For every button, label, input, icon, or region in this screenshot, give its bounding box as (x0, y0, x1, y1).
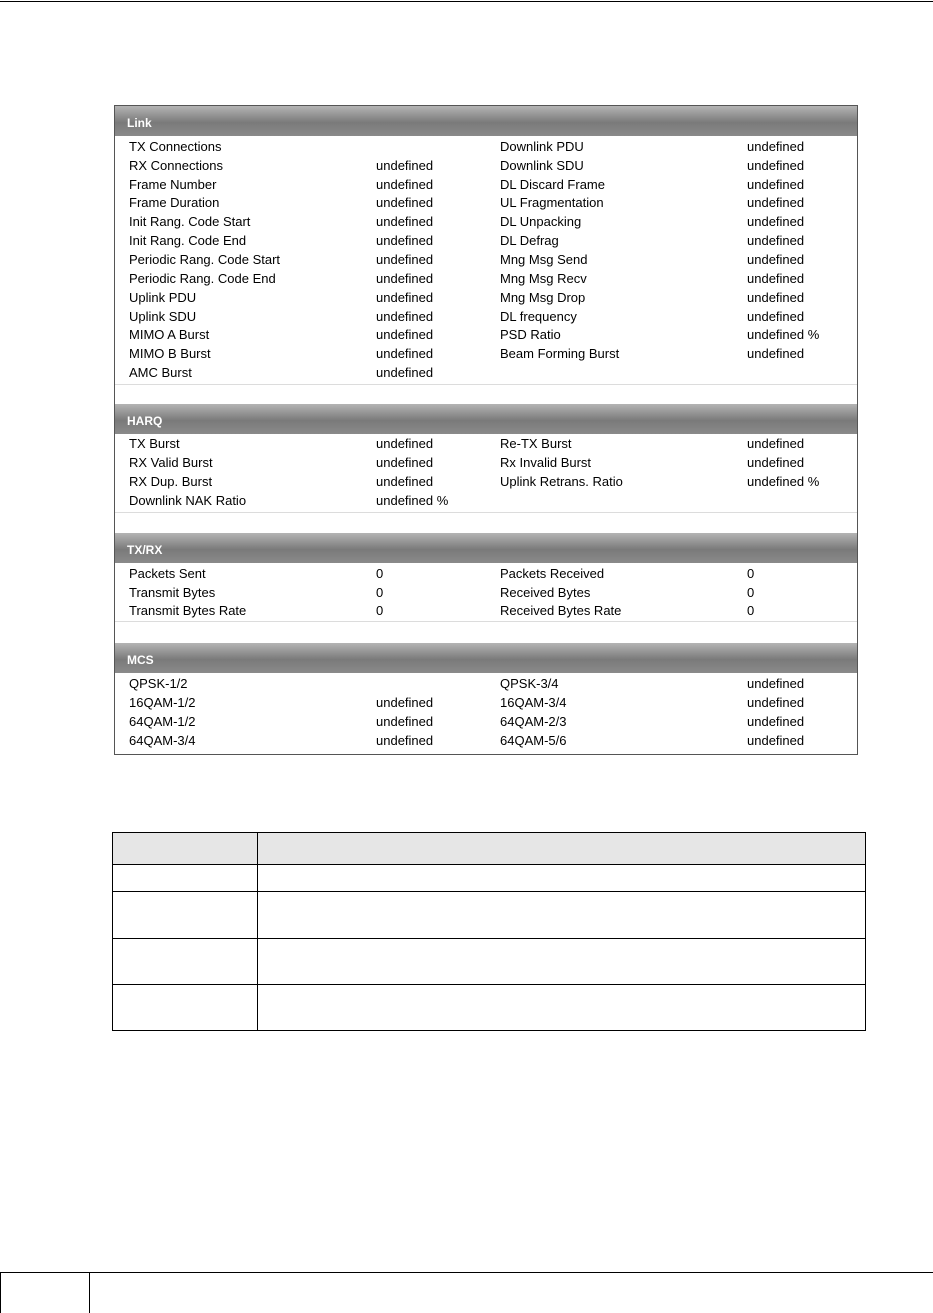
txrx-row-3 (115, 602, 857, 621)
mcs-row-1 (115, 675, 857, 694)
mcs-label: QPSK-1/2 (129, 676, 188, 691)
link-row-4 (115, 194, 857, 213)
txrx-value: 0 (747, 585, 755, 600)
txrx-value: 0 (376, 585, 384, 600)
harq-separator (115, 512, 857, 513)
link-row-11 (115, 326, 857, 345)
mcs-label: 64QAM-2/3 (500, 714, 567, 729)
link-row-1 (115, 138, 857, 157)
txrx-value: 0 (747, 603, 755, 618)
mcs-label: 64QAM-3/4 (129, 733, 196, 748)
link-value: undefined (747, 309, 805, 324)
mcs-label: QPSK-3/4 (500, 676, 559, 691)
link-label: RX Connections (129, 158, 223, 173)
harq-value: undefined (747, 455, 805, 470)
mcs-row-3 (115, 713, 857, 732)
harq-section-title: HARQ (127, 414, 163, 428)
link-separator (115, 384, 857, 385)
txrx-label: Received Bytes Rate (500, 603, 622, 618)
link-row-12 (115, 345, 857, 364)
harq-row-1 (115, 435, 857, 454)
link-value: undefined % (747, 327, 820, 342)
txrx-row-1 (115, 565, 857, 584)
link-label: Frame Number (129, 177, 217, 192)
txrx-label: Received Bytes (500, 585, 591, 600)
link-value: undefined (376, 309, 434, 324)
txrx-label: Packets Received (500, 566, 605, 581)
txrx-value: 0 (376, 566, 384, 581)
mcs-label: 16QAM-1/2 (129, 695, 196, 710)
link-label: Mng Msg Recv (500, 271, 587, 286)
link-row-9 (115, 289, 857, 308)
link-row-8 (115, 270, 857, 289)
harq-label: RX Valid Burst (129, 455, 213, 470)
link-row-6 (115, 232, 857, 251)
harq-value: undefined (376, 436, 434, 451)
link-label: Init Rang. Code Start (129, 214, 251, 229)
link-section-title: Link (127, 116, 152, 130)
harq-label: Downlink NAK Ratio (129, 493, 247, 508)
description-table-column-divider (257, 833, 258, 1030)
link-value: undefined (376, 195, 434, 210)
link-label: Downlink PDU (500, 139, 584, 154)
mcs-label: 16QAM-3/4 (500, 695, 567, 710)
link-row-13 (115, 364, 857, 383)
link-value: undefined (376, 327, 434, 342)
txrx-label: Transmit Bytes Rate (129, 603, 247, 618)
link-label: DL frequency (500, 309, 577, 324)
harq-value: undefined (376, 474, 434, 489)
link-row-2 (115, 157, 857, 176)
link-value: undefined (376, 271, 434, 286)
txrx-value: 0 (747, 566, 755, 581)
link-label: TX Connections (129, 139, 222, 154)
link-section-header (115, 106, 857, 136)
mcs-value: undefined (376, 733, 434, 748)
status-screenshot (114, 105, 858, 755)
link-value: undefined (747, 252, 805, 267)
link-value: undefined (747, 177, 805, 192)
mcs-value: undefined (376, 714, 434, 729)
harq-label: TX Burst (129, 436, 180, 451)
harq-value: undefined % (747, 474, 820, 489)
link-label: Mng Msg Send (500, 252, 588, 267)
description-table-header-row (113, 833, 865, 865)
txrx-label: Transmit Bytes (129, 585, 216, 600)
harq-row-3 (115, 473, 857, 492)
link-value: undefined (747, 233, 805, 248)
mcs-row-2 (115, 694, 857, 713)
link-label: Periodic Rang. Code Start (129, 252, 281, 267)
description-table-row (113, 985, 865, 1030)
link-value: undefined (747, 195, 805, 210)
link-label: Uplink SDU (129, 309, 197, 324)
page-number-box (0, 1272, 90, 1313)
harq-label: Rx Invalid Burst (500, 455, 592, 470)
link-value: undefined (376, 252, 434, 267)
link-value: undefined (376, 290, 434, 305)
link-label: Init Rang. Code End (129, 233, 247, 248)
mcs-value: undefined (376, 695, 434, 710)
mcs-value: undefined (747, 733, 805, 748)
mcs-section-title: MCS (127, 653, 154, 667)
link-label: MIMO A Burst (129, 327, 210, 342)
link-row-5 (115, 213, 857, 232)
link-label: PSD Ratio (500, 327, 561, 342)
link-value: undefined (376, 177, 434, 192)
harq-value: undefined (376, 455, 434, 470)
link-value: undefined (376, 233, 434, 248)
description-table-row (113, 892, 865, 939)
link-label: DL Defrag (500, 233, 559, 248)
mcs-value: undefined (747, 714, 805, 729)
description-table-row (113, 865, 865, 892)
mcs-row-4 (115, 732, 857, 751)
link-row-10 (115, 308, 857, 327)
link-label: DL Unpacking (500, 214, 582, 229)
link-row-3 (115, 176, 857, 195)
txrx-value: 0 (376, 603, 384, 618)
description-table-row (113, 939, 865, 985)
link-label: UL Fragmentation (500, 195, 604, 210)
link-label: DL Discard Frame (500, 177, 605, 192)
harq-row-4 (115, 492, 857, 511)
link-label: Mng Msg Drop (500, 290, 586, 305)
link-value: undefined (747, 271, 805, 286)
link-value: undefined (376, 365, 434, 380)
txrx-row-2 (115, 584, 857, 603)
link-label: AMC Burst (129, 365, 192, 380)
footer-rule (90, 1272, 933, 1273)
link-value: undefined (376, 158, 434, 173)
mcs-label: 64QAM-5/6 (500, 733, 567, 748)
harq-value: undefined (747, 436, 805, 451)
harq-label: Uplink Retrans. Ratio (500, 474, 623, 489)
link-value: undefined (747, 214, 805, 229)
harq-label: Re-TX Burst (500, 436, 572, 451)
txrx-section-header (115, 533, 857, 563)
harq-label: RX Dup. Burst (129, 474, 213, 489)
harq-row-2 (115, 454, 857, 473)
link-value: undefined (747, 346, 805, 361)
link-value: undefined (376, 346, 434, 361)
harq-section-header (115, 404, 857, 434)
harq-value: undefined % (376, 493, 449, 508)
link-label: Uplink PDU (129, 290, 197, 305)
link-row-7 (115, 251, 857, 270)
mcs-label: 64QAM-1/2 (129, 714, 196, 729)
mcs-value: undefined (747, 676, 805, 691)
mcs-section-header (115, 643, 857, 673)
txrx-section-title: TX/RX (127, 543, 163, 557)
page-top-rule (0, 1, 933, 2)
description-table (112, 832, 866, 1031)
txrx-separator (115, 621, 857, 622)
link-label: Beam Forming Burst (500, 346, 620, 361)
link-value: undefined (747, 290, 805, 305)
txrx-label: Packets Sent (129, 566, 206, 581)
link-value: undefined (376, 214, 434, 229)
link-label: Periodic Rang. Code End (129, 271, 276, 286)
mcs-value: undefined (747, 695, 805, 710)
link-label: Frame Duration (129, 195, 220, 210)
link-value: undefined (747, 139, 805, 154)
link-value: undefined (747, 158, 805, 173)
link-label: MIMO B Burst (129, 346, 211, 361)
link-label: Downlink SDU (500, 158, 584, 173)
